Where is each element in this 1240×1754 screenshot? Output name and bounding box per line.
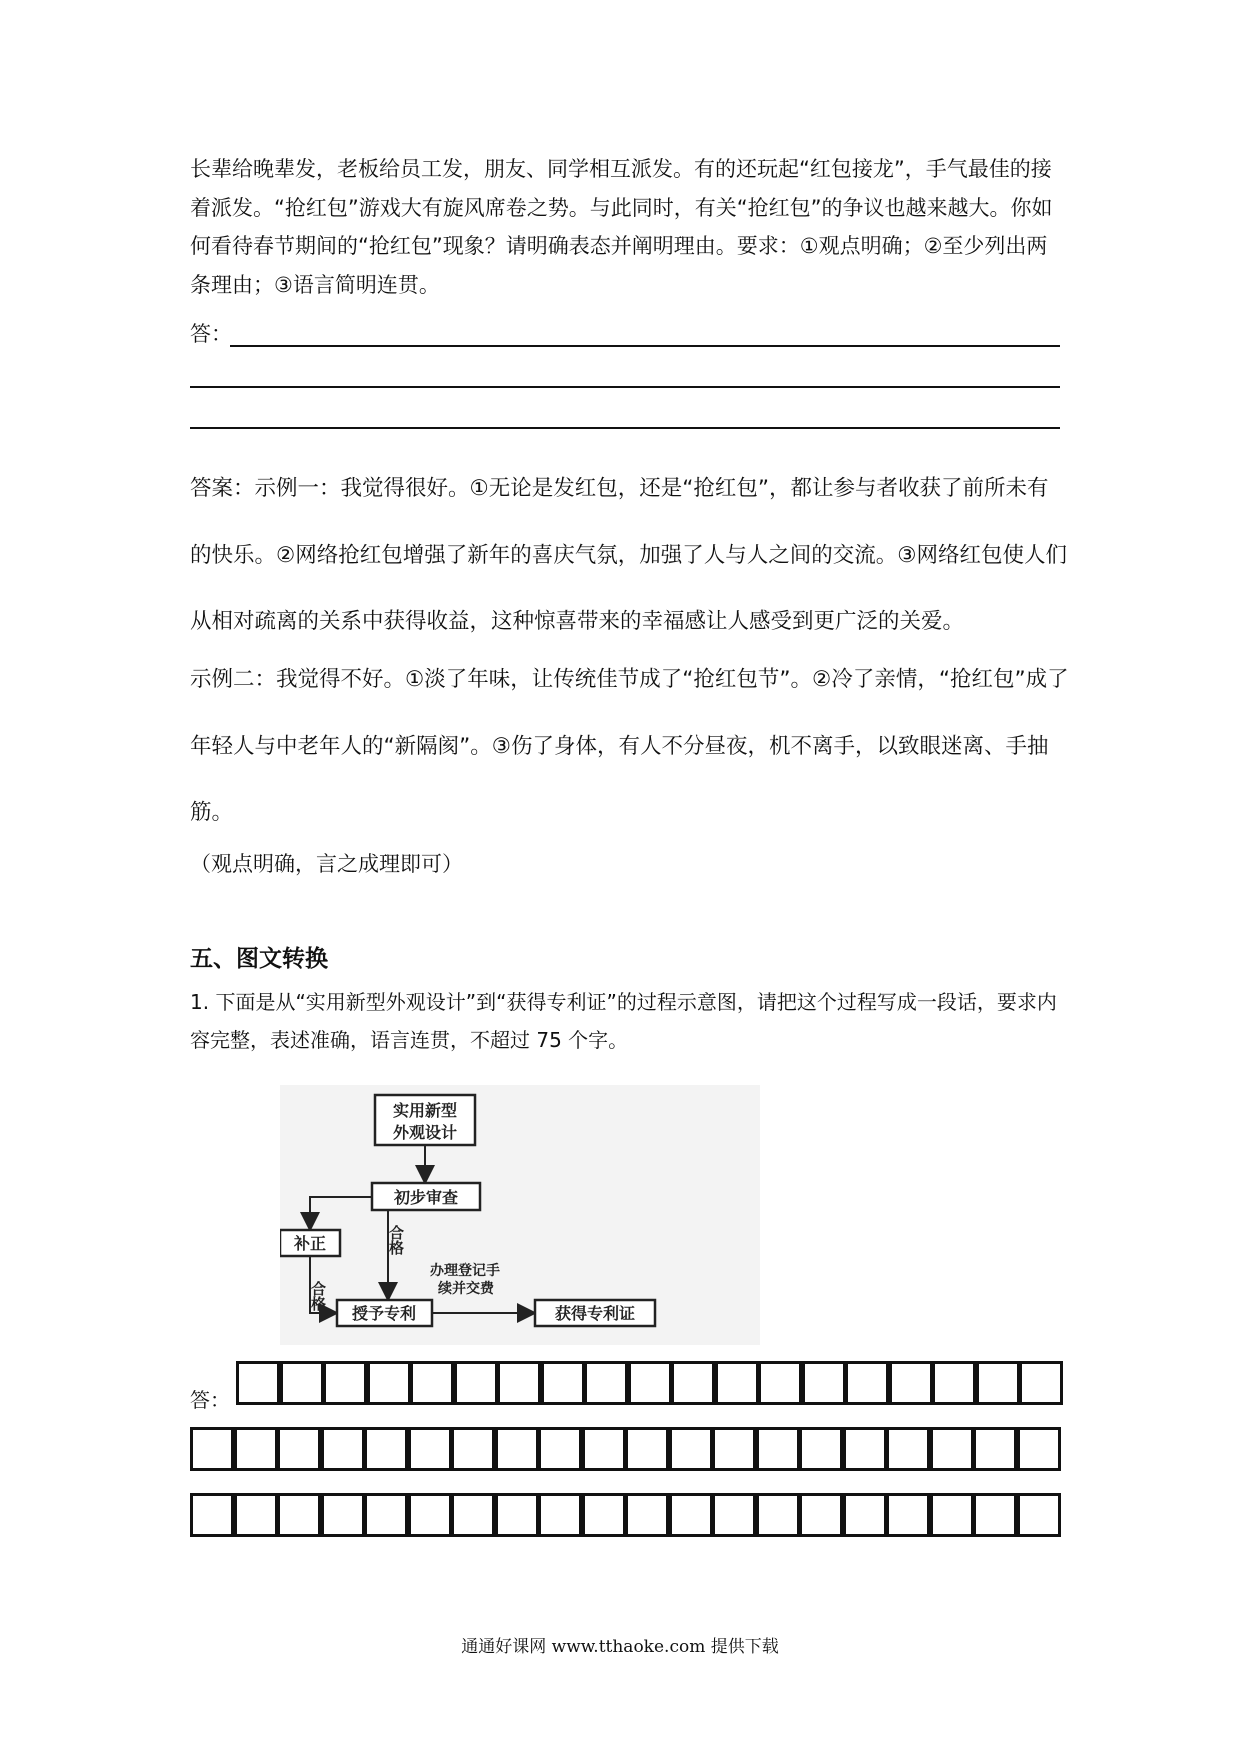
writing-grid-cell[interactable] xyxy=(410,1361,454,1405)
flow-label-pass-left: 合格 xyxy=(309,1281,327,1311)
writing-grid-cell[interactable] xyxy=(234,1493,278,1537)
writing-grid-cell[interactable] xyxy=(932,1361,976,1405)
writing-grid-cell[interactable] xyxy=(1017,1427,1061,1471)
writing-grid-cell[interactable] xyxy=(280,1361,324,1405)
answer-label: 答： xyxy=(190,322,232,346)
answer-line-3 xyxy=(190,427,1060,429)
writing-grid-cell[interactable] xyxy=(541,1361,585,1405)
patent-flowchart xyxy=(280,1085,760,1345)
writing-grid-row-3 xyxy=(190,1493,1060,1539)
flow-node-design-line2: 外观设计 xyxy=(392,1123,458,1142)
writing-grid-cell[interactable] xyxy=(364,1493,408,1537)
writing-grid-cell[interactable] xyxy=(976,1361,1020,1405)
writing-grid-cell[interactable] xyxy=(973,1427,1017,1471)
writing-grid-cell[interactable] xyxy=(715,1361,759,1405)
writing-grid-cell[interactable] xyxy=(712,1427,756,1471)
writing-grid-cell[interactable] xyxy=(321,1493,365,1537)
question-paragraph: 长辈给晚辈发，老板给员工发，朋友、同学相互派发。有的还玩起“红包接龙”，手气最佳的接着派发。“抢红包”游戏大有旋风席卷之势。与此同时，有关“抢红包”的争议也越来越大。你如何看待春节期间的“抢红包”现象？请明确表态并阐明理由。要求：①观点明确；②至少列出两条理由；③语言简明连贯。 xyxy=(190,157,1053,297)
writing-grid-cell[interactable] xyxy=(802,1361,846,1405)
task-text: 1. 下面是从“实用新型外观设计”到“获得专利证”的过程示意图，请把这个过程写成一段话，要求内容完整，表述准确，语言连贯，不超过 75 个字。 xyxy=(190,990,1057,1052)
writing-grid-cell[interactable] xyxy=(1019,1361,1063,1405)
writing-grid-cell[interactable] xyxy=(408,1493,452,1537)
writing-grid-cell[interactable] xyxy=(582,1427,626,1471)
writing-grid-cell[interactable] xyxy=(323,1361,367,1405)
writing-grid-cell[interactable] xyxy=(671,1361,715,1405)
writing-grid-cell[interactable] xyxy=(454,1361,498,1405)
flow-node-review-text: 初步审查 xyxy=(393,1188,459,1207)
writing-grid-cell[interactable] xyxy=(190,1427,234,1471)
writing-grid-cell[interactable] xyxy=(451,1427,495,1471)
writing-grid-cell[interactable] xyxy=(845,1361,889,1405)
writing-grid-cell[interactable] xyxy=(712,1493,756,1537)
writing-grid-cell[interactable] xyxy=(799,1493,843,1537)
writing-grid-cell[interactable] xyxy=(886,1427,930,1471)
writing-grid-cell[interactable] xyxy=(277,1493,321,1537)
flow-node-design-line1: 实用新型 xyxy=(392,1101,458,1120)
writing-grid-cell[interactable] xyxy=(277,1427,321,1471)
writing-grid-cell[interactable] xyxy=(190,1493,234,1537)
answer-example-1: 答案：示例一：我觉得很好。①无论是发红包，还是“抢红包”，都让参与者收获了前所未有的快乐。②网络抢红包增强了新年的喜庆气氛，加强了人与人之间的交流。③网络红包使人们从相对疏离的关系中获得收益，这种惊喜带来的幸福感让人感受到更广泛的关爱。 xyxy=(190,476,1068,634)
flow-node-correction-text: 补正 xyxy=(293,1234,327,1253)
writing-grid-cell[interactable] xyxy=(1017,1493,1061,1537)
answer-line-row xyxy=(190,318,1060,348)
page-footer: 通通好课网 www.tthaoke.com 提供下载 xyxy=(461,1637,779,1657)
writing-grid-cell[interactable] xyxy=(886,1493,930,1537)
writing-grid-cell[interactable] xyxy=(495,1493,539,1537)
writing-grid-cell[interactable] xyxy=(234,1427,278,1471)
writing-grid-cell[interactable] xyxy=(973,1493,1017,1537)
answer-line-2 xyxy=(190,386,1060,388)
flow-node-grant-text: 授予专利 xyxy=(351,1304,417,1323)
writing-grid-cell[interactable] xyxy=(582,1493,626,1537)
writing-grid-cell[interactable] xyxy=(669,1493,713,1537)
writing-grid-cell[interactable] xyxy=(756,1427,800,1471)
writing-grid-cell[interactable] xyxy=(756,1493,800,1537)
answer-note: （观点明确，言之成理即可） xyxy=(190,852,463,876)
writing-grid-cell[interactable] xyxy=(538,1493,582,1537)
writing-grid-cell[interactable] xyxy=(758,1361,802,1405)
writing-grid-cell[interactable] xyxy=(889,1361,933,1405)
writing-grid-cell[interactable] xyxy=(408,1427,452,1471)
writing-grid-cell[interactable] xyxy=(625,1493,669,1537)
answer-line-1 xyxy=(230,345,1060,347)
writing-grid-cell[interactable] xyxy=(495,1427,539,1471)
writing-grid-cell[interactable] xyxy=(628,1361,672,1405)
writing-grid-cell[interactable] xyxy=(367,1361,411,1405)
writing-grid-cell[interactable] xyxy=(364,1427,408,1471)
writing-grid-cell[interactable] xyxy=(625,1427,669,1471)
flow-label-register-line2: 续并交费 xyxy=(438,1281,494,1297)
section-title: 五、图文转换 xyxy=(190,946,328,972)
writing-grid-cell[interactable] xyxy=(930,1493,974,1537)
writing-grid-row-2 xyxy=(190,1427,1060,1473)
writing-grid-cell[interactable] xyxy=(321,1427,365,1471)
writing-grid-cell[interactable] xyxy=(584,1361,628,1405)
writing-grid-row-1 xyxy=(190,1361,1060,1407)
flow-node-certificate-text: 获得专利证 xyxy=(554,1304,636,1323)
answer-example-2: 示例二：我觉得不好。①淡了年味，让传统佳节成了“抢红包节”。②冷了亲情，“抢红包”成了年轻人与中老年人的“新隔阂”。③伤了身体，有人不分昼夜，机不离手，以致眼迷离、手抽筋。 xyxy=(190,667,1069,825)
writing-grid-cell[interactable] xyxy=(843,1427,887,1471)
flow-label-pass-middle: 合格 xyxy=(387,1225,405,1255)
flow-label-register-line1: 办理登记手 xyxy=(430,1263,500,1279)
writing-grid-cell[interactable] xyxy=(843,1493,887,1537)
writing-grid-cell[interactable] xyxy=(538,1427,582,1471)
writing-grid-cell[interactable] xyxy=(799,1427,843,1471)
writing-grid-cell[interactable] xyxy=(930,1427,974,1471)
writing-grid-cell[interactable] xyxy=(451,1493,495,1537)
writing-grid-cell[interactable] xyxy=(669,1427,713,1471)
grid-answer-label: 答： xyxy=(190,1388,230,1412)
writing-grid-cell[interactable] xyxy=(497,1361,541,1405)
writing-grid-cell[interactable] xyxy=(236,1361,280,1405)
